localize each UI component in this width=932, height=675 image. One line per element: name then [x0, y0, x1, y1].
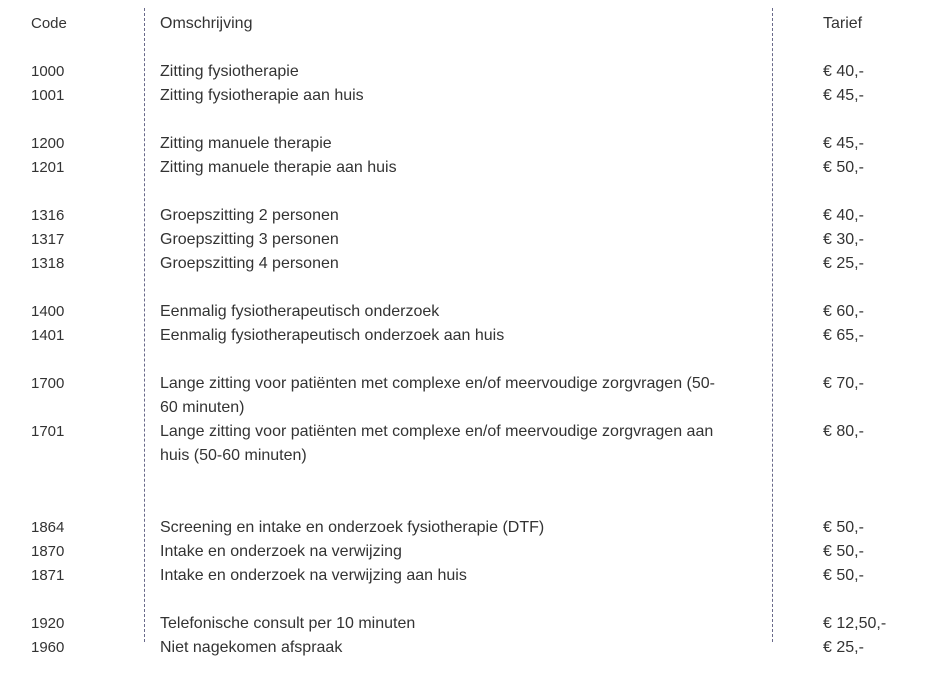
row-description: [160, 228, 760, 252]
row-price: € 40,-: [823, 63, 864, 80]
row-description-line: Lange zitting voor patiënten met complexe en/of meervoudige zorgvragen aan: [160, 423, 714, 440]
row-description: [160, 420, 760, 468]
row-code: 1318: [31, 255, 65, 272]
row-code: 1200: [31, 135, 65, 152]
row-price: € 65,-: [823, 327, 864, 344]
row-description-line: Eenmalig fysiotherapeutisch onderzoek: [160, 303, 440, 320]
row-price: € 50,-: [823, 567, 864, 584]
row-description-line: 60 minuten): [160, 399, 245, 416]
row-code: 1316: [31, 207, 65, 224]
row-code: 1001: [31, 87, 65, 104]
column-divider: [144, 8, 145, 642]
row-price: € 45,-: [823, 135, 864, 152]
row-description-line: Groepszitting 2 personen: [160, 207, 339, 224]
row-code: 1701: [31, 423, 65, 440]
row-price: € 70,-: [823, 375, 864, 392]
row-price: € 80,-: [823, 423, 864, 440]
row-description-line: Eenmalig fysiotherapeutisch onderzoek aan huis: [160, 327, 505, 344]
row-price: € 30,-: [823, 231, 864, 248]
row-description-line: Groepszitting 3 personen: [160, 231, 339, 248]
row-description-line: Zitting fysiotherapie aan huis: [160, 87, 364, 104]
row-description-line: Groepszitting 4 personen: [160, 255, 339, 272]
row-code: 1400: [31, 303, 65, 320]
row-description: [160, 204, 760, 228]
header-code: Code: [31, 15, 67, 32]
row-description: [160, 84, 760, 108]
row-code: 1920: [31, 615, 65, 632]
row-price: € 25,-: [823, 255, 864, 272]
row-description-line: Telefonische consult per 10 minuten: [160, 615, 416, 632]
row-description: [160, 564, 760, 588]
row-price: € 50,-: [823, 519, 864, 536]
row-price: € 50,-: [823, 159, 864, 176]
row-description-line: Niet nagekomen afspraak: [160, 639, 343, 656]
row-code: 1871: [31, 567, 65, 584]
row-code: 1864: [31, 519, 65, 536]
row-description: [160, 252, 760, 276]
row-description-line: Lange zitting voor patiënten met complexe en/of meervoudige zorgvragen (50-: [160, 375, 715, 392]
row-code: 1870: [31, 543, 65, 560]
row-description-line: Zitting manuele therapie aan huis: [160, 159, 397, 176]
row-price: € 45,-: [823, 87, 864, 104]
row-description: [160, 60, 760, 84]
row-description: [160, 372, 760, 420]
row-description: [160, 516, 760, 540]
row-price: € 60,-: [823, 303, 864, 320]
row-description-line: Zitting manuele therapie: [160, 135, 332, 152]
row-code: 1201: [31, 159, 65, 176]
row-code: 1700: [31, 375, 65, 392]
row-price: € 12,50,-: [823, 615, 887, 632]
row-description-line: Intake en onderzoek na verwijzing aan huis: [160, 567, 467, 584]
row-description: [160, 156, 760, 180]
row-code: 1401: [31, 327, 65, 344]
row-code: 1960: [31, 639, 65, 656]
row-code: 1317: [31, 231, 65, 248]
row-description-line: Zitting fysiotherapie: [160, 63, 299, 80]
row-description: [160, 300, 760, 324]
column-divider: [772, 8, 773, 642]
header-rate: Tarief: [823, 15, 863, 32]
row-code: 1000: [31, 63, 65, 80]
row-description-line: huis (50-60 minuten): [160, 447, 307, 464]
row-description-line: Screening en intake en onderzoek fysiotherapie (DTF): [160, 519, 545, 536]
row-description: [160, 612, 760, 636]
row-price: € 40,-: [823, 207, 864, 224]
header-description: Omschrijving: [160, 15, 253, 32]
row-price: € 50,-: [823, 543, 864, 560]
row-description: [160, 132, 760, 156]
row-description: [160, 324, 760, 348]
row-price: € 25,-: [823, 639, 864, 656]
row-description-line: Intake en onderzoek na verwijzing: [160, 543, 402, 560]
row-description: [160, 636, 760, 660]
row-description: [160, 540, 760, 564]
